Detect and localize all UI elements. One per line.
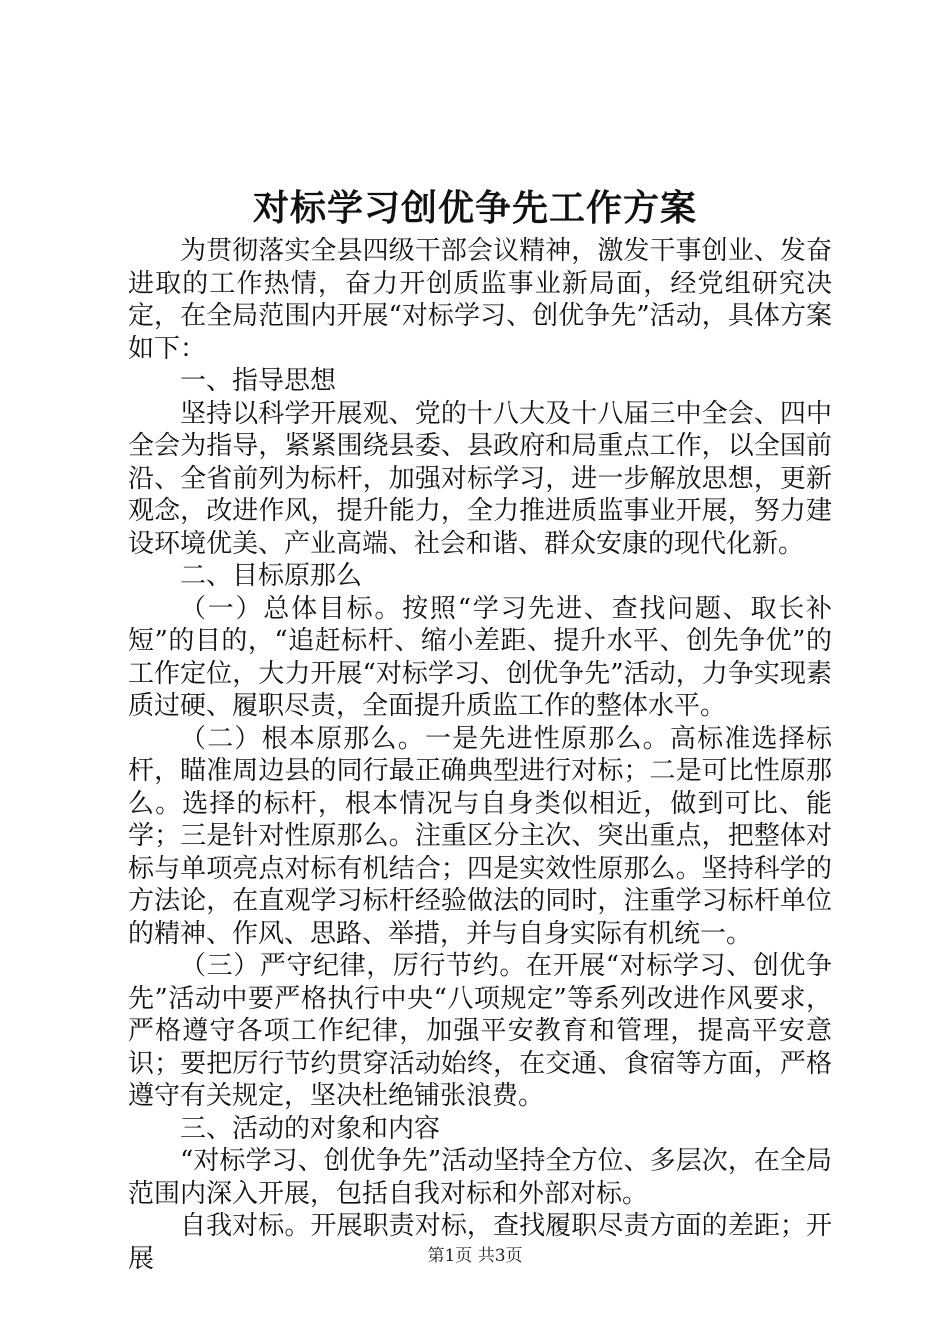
discipline-paragraph: （三）严守纪律，厉行节约。在开展“对标学习、创优争先”活动中要严格执行中央“八项规定”等系列改进作风要求，严格遵守各项工作纪律，加强平安教育和管理，提高平安意识；要把厉行节约贯穿活动始终，在交通、食宿等方面，严格遵守有关规定，坚决杜绝铺张浪费。: [128, 951, 832, 1111]
document-title: 对标学习创优争先工作方案: [252, 187, 697, 229]
guiding-ideology-paragraph: 坚持以科学开展观、党的十八大及十八届三中全会、四中全会为指导，紧紧围绕县委、县政府和局重点工作，以全国前沿、全省前列为标杆，加强对标学习，进一步解放思想，更新观念，改进作风，提升能力，全力推进质监事业开展，努力建设环境优美、产业高端、社会和谐、群众安康的现代化新。: [128, 398, 832, 559]
self-benchmark-paragraph: 自我对标。开展职责对标，查找履职尽责方面的差距；开展: [128, 1211, 832, 1274]
activity-scope-paragraph: “对标学习、创优争先”活动坚持全方位、多层次，在全局范围内深入开展，包括自我对标和外部对标。: [128, 1146, 832, 1209]
basic-principles-paragraph: （二）根本原那么。一是先进性原那么。高标准选择标杆，瞄准周边县的同行最正确典型进行对标；二是可比性原那么。选择的标杆，根本情况与自身类似相近，做到可比、能学；三是针对性原那么。注重区分主次、突出重点，把整体对标与单项亮点对标有机结合；四是实效性原那么。坚持科学的方法论，在直观学习标杆经验做法的同时，注重学习标杆单位的精神、作风、思路、举措，并与自身实际有机统一。: [128, 723, 832, 949]
overall-goal-paragraph: （一）总体目标。按照“学习先进、查找问题、取长补短”的目的，“追赶标杆、缩小差距、提升水平、创先争优”的工作定位，大力开展“对标学习、创优争先”活动，力争实现素质过硬、履职尽责，全面提升质监工作的整体水平。: [128, 593, 832, 721]
section-heading-goals-principles: 二、目标原那么: [180, 561, 363, 591]
document-body: [128, 235, 832, 1275]
section-heading-guiding-ideology: 一、指导思想: [180, 366, 337, 396]
intro-paragraph: 为贯彻落实全县四级干部会议精神，激发干事创业、发奋进取的工作热情，奋力开创质监事业新局面，经党组研究决定，在全局范围内开展“对标学习、创优争先”活动，具体方案如下：: [128, 236, 832, 364]
page-number-footer: 第1页 共3页: [427, 1246, 523, 1266]
section-heading-activity-content: 三、活动的对象和内容: [180, 1113, 441, 1144]
